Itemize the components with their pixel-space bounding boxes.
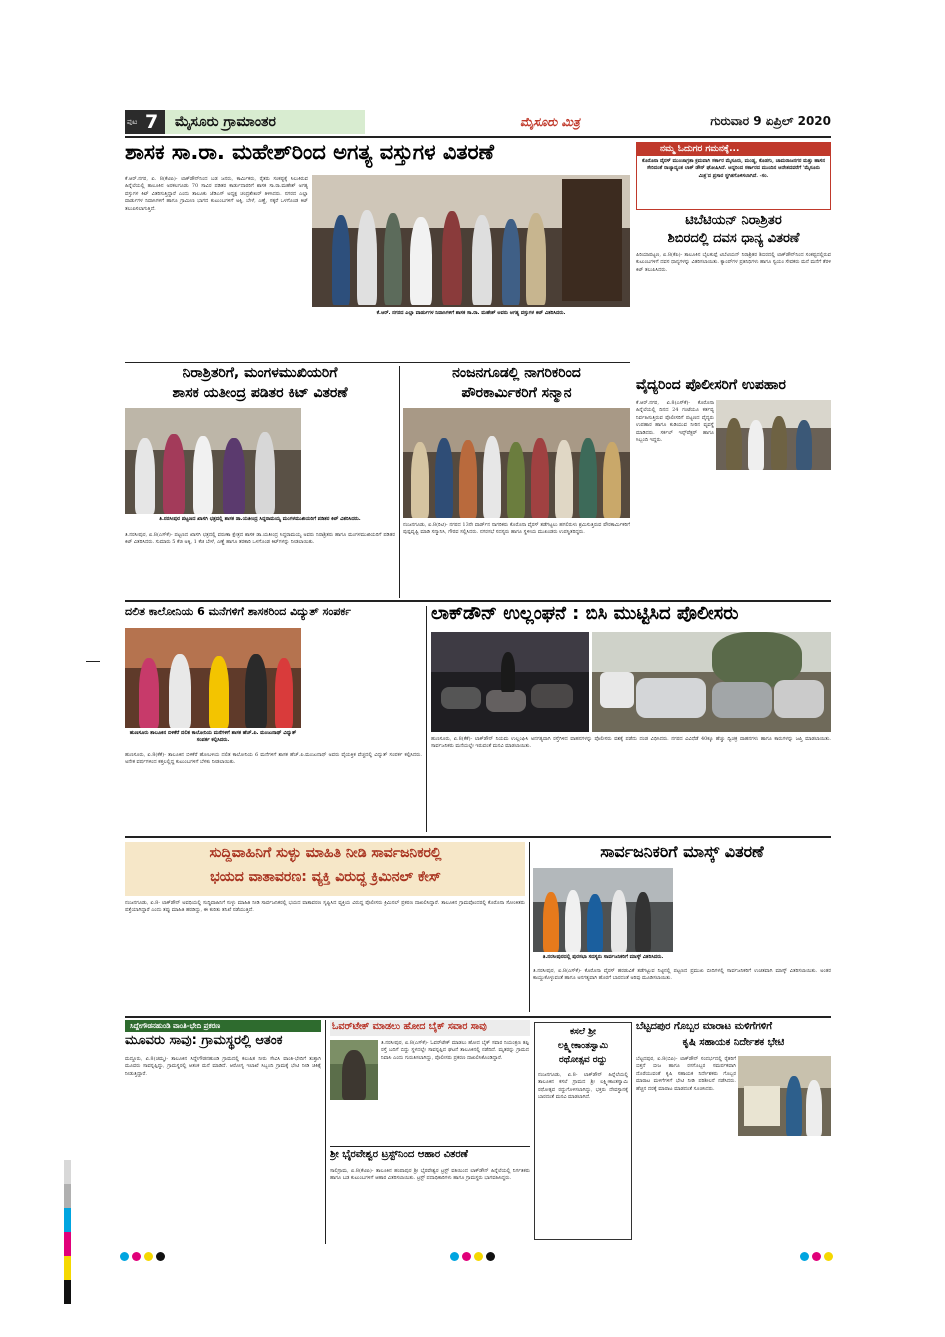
- article-headline: ವೈದ್ಯರಿಂದ ಪೊಲೀಸರಿಗೆ ಉಪಹಾರ: [636, 378, 786, 393]
- notice-text: ಕೊರೊನಾ ವೈರಸ್ ಮುಂಜಾಗ್ರತಾ ಕ್ರಮವಾಗಿ ಸರ್ಕಾರ ಮೈಸೂರು, ಮಂಡ್ಯ, ಕೊಡಗು, ಚಾಮರಾಜನಗರ ಮತ್ತು ಹಾಸನ ಸೇರಿದಂತೆ ರಾಜ್ಯಾದ್ಯಂತ ಲಾಕ್ ಡೌನ್ ಘೋಷಿಸಿದೆ. ಆದ್ದರಿಂದ ಸರ್ಕಾರದ ಮುಂದಿನ ಆದೇಶದವರೆಗೆ 'ಮೈಸೂರು ಮಿತ್ರ'ದ ಪ್ರಸಾರ ಸ್ಥಗಿತಗೊಳಿಸಲಾಗಿದೆ. -ಸಂ.: [642, 158, 825, 179]
- article-photo: [125, 408, 301, 514]
- article-body: [304, 628, 422, 728]
- article-headline: ಶಾಸಕ ಸಾ.ರಾ. ಮಹೇಶ್‌ರಿಂದ ಅಗತ್ಯ ವಸ್ತುಗಳ ವಿತರಣೆ: [125, 142, 494, 164]
- article-headline-line2: ಭಯದ ವಾತಾವರಣ: ವ್ಯಕ್ತಿ ವಿರುದ್ಧ ಕ್ರಿಮಿನಲ್ ಕೇಸ್: [210, 870, 441, 885]
- article-body: ಮದ್ದೂರು, ಏ.8(ಚಮ್ಮ)- ತಾಲೂಕಿನ ಸಿದ್ದೇಗೌಡನಹುಂಡಿ ಗ್ರಾಮದಲ್ಲಿ ಕಲುಷಿತ ನೀರು ಸೇವಿಸಿ ವಾಂತಿ-ಭೇದಿಗೆ ತುತ್ತಾಗಿ ಮೂವರು ಸಾವನ್ನಪ್ಪಿದ್ದು, ಗ್ರಾಮಸ್ಥರಲ್ಲಿ ಆತಂಕ ಮನೆ ಮಾಡಿದೆ. ಆರೋಗ್ಯ ಇಲಾಖೆ ಸಿಬ್ಬಂದಿ ಗ್ರಾಮಕ್ಕೆ ಭೇಟಿ ನೀಡಿ ಚಿಕಿತ್ಸೆ ನೀಡುತ್ತಿದ್ದಾರೆ.: [125, 1056, 321, 1077]
- column-divider: [399, 366, 400, 598]
- article-body: ಸಾಲಿಗ್ರಾಮ, ಏ.8(ಕೆಟಿಪಿ)- ತಾಲೂಕಿನ ಹಂಪಾಪುರ ಶ್ರೀ ಭೈರವೇಶ್ವರ ಟ್ರಸ್ಟ್ ವತಿಯಿಂದ ಲಾಕ್‌ಡೌನ್ ಹಿನ್ನೆಲೆಯಲ್ಲಿ ನಿರ್ಗತಿಕರು ಹಾಗೂ ಬಡ ಕುಟುಂಬಗಳಿಗೆ ಆಹಾರ ವಿತರಿಸಲಾಯಿತು. ಟ್ರಸ್ಟ್ ಪದಾಧಿಕಾರಿಗಳು ಹಾಗೂ ಗ್ರಾಮಸ್ಥರು ಭಾಗವಹಿಸಿದ್ದರು.: [330, 1168, 530, 1182]
- column-divider: [325, 1020, 326, 1244]
- article-body: ತಿ.ನರಸೀಪುರ, ಏ.8(ಎಸ್‌ಕೆ)- ಪಟ್ಟಣದ ಖಾಸಗಿ ಛತ್ರದಲ್ಲಿ ವರುಣಾ ಕ್ಷೇತ್ರದ ಶಾಸಕ ಡಾ.ಯತೀಂದ್ರ ಸಿದ್ದರಾಮಯ್ಯ ಅವರು ನಿರಾಶ್ರಿತರು ಹಾಗೂ ಮಂಗಳಮುಖಿಯರಿಗೆ ಪಡಿತರ ಕಿಟ್ ವಿತರಿಸಿದರು. ಸುಮಾರು 5 ಕೆಜಿ ಅಕ್ಕಿ, 1 ಕೆಜಿ ಬೇಳೆ, ಎಣ್ಣೆ ಹಾಗೂ ತರಕಾರಿ ಒಳಗೊಂಡ ಕಿಟ್‌ಗಳನ್ನು ನೀಡಲಾಯಿತು.: [125, 532, 395, 546]
- article-headline: ದಲಿತ ಕಾಲೋನಿಯ 6 ಮನೆಗಳಿಗೆ ಶಾಸಕರಿಂದ ವಿದ್ಯುತ್ ಸಂಪರ್ಕ: [125, 606, 351, 618]
- article-body: ಹುಣಸೂರು, ಏ.8(ಕೆಕೆ)- ಲಾಕ್‌ಡೌನ್ ನಿಯಮ ಉಲ್ಲಂಘಿಸಿ ಅನಗತ್ಯವಾಗಿ ರಸ್ತೆಗಿಳಿದ ವಾಹನಗಳನ್ನು ಪೊಲೀಸರು ವಶಕ್ಕೆ ಪಡೆದು ದಂಡ ವಿಧಿಸಿದರು. ನಗರದ ವಿವಿಧೆಡೆ 40ಕ್ಕೂ ಹೆಚ್ಚು ದ್ವಿಚಕ್ರ ವಾಹನಗಳು ಹಾಗೂ ಕಾರುಗಳನ್ನು ಜಪ್ತಿ ಮಾಡಲಾಯಿತು. ಸಾರ್ವಜನಿಕರು ಮನೆಯಲ್ಲೇ ಇರುವಂತೆ ಮನವಿ ಮಾಡಲಾಯಿತು.: [431, 736, 831, 750]
- article-headline-line3: ರಥೋತ್ಸವ ರದ್ದು: [558, 1056, 608, 1065]
- article-kicker: ಸಿದ್ದೇಗೌಡನಹುಂಡಿ ವಾಂತಿ-ಭೇದಿ ಪ್ರಕರಣ: [130, 1022, 221, 1030]
- article-body-cont: [312, 328, 630, 358]
- article-photo: [431, 632, 589, 732]
- issue-date: ಗುರುವಾರ 9 ಏಪ್ರಿಲ್ 2020: [710, 114, 831, 128]
- notice-title: ನಮ್ಮ ಓದುಗರ ಗಮನಕ್ಕೆ...: [660, 144, 740, 154]
- article-headline-line2: ಪೌರಕಾರ್ಮಿಕರಿಗೆ ಸನ್ಮಾನ: [461, 386, 572, 401]
- article-photo: [533, 868, 673, 952]
- registration-mark: [486, 1252, 495, 1261]
- registration-mark: [824, 1252, 833, 1261]
- registration-mark: [812, 1252, 821, 1261]
- article-photo: [330, 1040, 378, 1100]
- section-rule: [125, 1016, 831, 1018]
- color-bar: [64, 1256, 71, 1280]
- registration-mark: [800, 1252, 809, 1261]
- article-body: ತಿ.ನರಸೀಪುರ, ಏ.8(ಎಸ್‌ಕೆ)- ಕೊರೊನಾ ವೈರಸ್ ಹರಡುವಿಕೆ ತಡೆಗಟ್ಟುವ ನಿಟ್ಟಿನಲ್ಲಿ ಪಟ್ಟಣದ ಪ್ರಮುಖ ಬೀದಿಗಳಲ್ಲಿ ಸಾರ್ವಜನಿಕರಿಗೆ ಉಚಿತವಾಗಿ ಮಾಸ್ಕ್ ವಿತರಿಸಲಾಯಿತು. ಅಂತರ ಕಾಯ್ದುಕೊಳ್ಳುವಂತೆ ಹಾಗೂ ಅನಗತ್ಯವಾಗಿ ಹೊರಗೆ ಬಾರದಂತೆ ಅರಿವು ಮೂಡಿಸಲಾಯಿತು.: [533, 968, 831, 982]
- section-rule: [125, 836, 831, 838]
- column-divider: [426, 606, 427, 832]
- article-headline-line2: ಶಿಬಿರದಲ್ಲಿ ದವಸ ಧಾನ್ಯ ವಿತರಣೆ: [667, 232, 800, 246]
- article-body: ಹುಣಸೂರು, ಏ.8(ಕೆಕೆ)- ತಾಲೂಕಿನ ಬಿಳಿಕೆರೆ ಹೋಬಳಿಯ ದಲಿತ ಕಾಲೋನಿಯ 6 ಮನೆಗಳಿಗೆ ಶಾಸಕ ಹೆಚ್.ಪಿ.ಮಂಜುನಾಥ್ ಅವರು ವೈಯಕ್ತಿಕ ವೆಚ್ಚದಲ್ಲಿ ವಿದ್ಯುತ್ ಸಂಪರ್ಕ ಕಲ್ಪಿಸಿದರು. ಅನೇಕ ವರ್ಷಗಳಿಂದ ಕತ್ತಲಲ್ಲಿದ್ದ ಕುಟುಂಬಗಳಿಗೆ ಬೆಳಕು ನೀಡಲಾಯಿತು.: [125, 752, 422, 766]
- registration-mark: [120, 1252, 129, 1261]
- article-headline: ಸುದ್ದಿವಾಹಿನಿಗೆ ಸುಳ್ಳು ಮಾಹಿತಿ ನೀಡಿ ಸಾರ್ವಜನಿಕರಲ್ಲಿ: [209, 846, 442, 861]
- article-photo: [125, 628, 301, 728]
- page-number: 7: [145, 111, 159, 133]
- article-photo: [738, 1056, 831, 1136]
- article-body: ನಂಜನಗೂಡು, ಏ.8- ಲಾಕ್‌ಡೌನ್ ಅವಧಿಯಲ್ಲಿ ಸುದ್ದಿವಾಹಿನಿಗೆ ಸುಳ್ಳು ಮಾಹಿತಿ ನೀಡಿ ಸಾರ್ವಜನಿಕರಲ್ಲಿ ಭಯದ ವಾತಾವರಣ ಸೃಷ್ಟಿಸಿದ ವ್ಯಕ್ತಿಯ ವಿರುದ್ಧ ಪೊಲೀಸರು ಕ್ರಿಮಿನಲ್ ಪ್ರಕರಣ ದಾಖಲಿಸಿದ್ದಾರೆ. ತಾಲೂಕಿನ ಗ್ರಾಮವೊಂದರಲ್ಲಿ ಕೊರೊನಾ ಸೋಂಕಿತರು ಪತ್ತೆಯಾಗಿದ್ದಾರೆ ಎಂದು ತಪ್ಪು ಮಾಹಿತಿ ಹರಡಿದ್ದು, ಈ ಕುರಿತು ತನಿಖೆ ನಡೆಯುತ್ತಿದೆ.: [125, 900, 525, 914]
- section-rule: [125, 600, 831, 602]
- photo-caption: ಕೆ.ಆರ್. ನಗರದ ಎಲ್ಲಾ ವಾರ್ಡುಗಳ ನಿವಾಸಿಗಳಿಗೆ ಶಾಸಕ ಸಾ.ರಾ. ಮಹೇಶ್ ಅವರು ಅಗತ್ಯ ವಸ್ತುಗಳ ಕಿಟ್ ವಿತರಿಸಿದರು.: [376, 310, 566, 316]
- photo-caption: ಹುಣಸೂರು ತಾಲೂಕಿನ ಬಿಳಿಕೆರೆ ದಲಿತ ಕಾಲೋನಿಯ ಮನೆಗಳಿಗೆ ಶಾಸಕ ಹೆಚ್.ಪಿ. ಮಂಜುನಾಥ್ ವಿದ್ಯುತ್ ಸಂಪರ್ಕ ಕಲ್ಪಿಸಿದರು.: [129, 730, 297, 743]
- article-headline: ನಿರಾಶ್ರಿತರಿಗೆ, ಮಂಗಳಮುಖಿಯರಿಗೆ: [182, 366, 338, 381]
- article-photo: [312, 175, 630, 307]
- article-headline-line2: ಲಕ್ಷ್ಮೀಕಾಂತಸ್ವಾಮಿ: [557, 1042, 609, 1051]
- article-headline: ಬೆಟ್ಟದಪುರ ಗೊಬ್ಬರ ಮಾರಾಟ ಮಳಿಗೆಗಳಿಗೆ: [636, 1022, 773, 1032]
- color-bar: [64, 1208, 71, 1232]
- column-divider: [125, 362, 630, 363]
- article-body: [304, 408, 395, 514]
- color-bar: [64, 1160, 71, 1184]
- article-headline: ಮೂವರು ಸಾವು: ಗ್ರಾಮಸ್ಥರಲ್ಲಿ ಆತಂಕ: [125, 1034, 283, 1048]
- article-body: ತಿ.ನರಸೀಪುರ, ಏ.8(ಎಸ್‌ಕೆ)- ಓವರ್‌ಟೇಕ್ ಮಾಡಲು ಹೋದ ಬೈಕ್ ಸವಾರ ನಿಯಂತ್ರಣ ತಪ್ಪಿ ರಸ್ತೆ ಬದಿಗೆ ಬಿದ್ದು ಸ್ಥಳದಲ್ಲೇ ಸಾವನ್ನಪ್ಪಿದ ಘಟನೆ ತಾಲೂಕಿನಲ್ಲಿ ನಡೆದಿದೆ. ಮೃತರನ್ನು ಗ್ರಾಮದ ನಿವಾಸಿ ಎಂದು ಗುರುತಿಸಲಾಗಿದ್ದು, ಪೊಲೀಸರು ಪ್ರಕರಣ ದಾಖಲಿಸಿಕೊಂಡಿದ್ದಾರೆ.: [381, 1040, 529, 1061]
- article-photo: [716, 400, 831, 470]
- masthead-rule: [125, 136, 831, 138]
- section-title: ಮೈಸೂರು ಗ್ರಾಮಾಂತರ: [175, 114, 276, 130]
- photo-caption: ತಿ.ನರಸೀಪುರ ಪಟ್ಟಣದ ಖಾಸಗಿ ಛತ್ರದಲ್ಲಿ ಶಾಸಕ ಡಾ.ಯತೀಂದ್ರ ಸಿದ್ದರಾಮಯ್ಯ ಮಂಗಳಮುಖಿಯರಿಗೆ ಪಡಿತರ ಕಿಟ್ ವಿತರಿಸಿದರು.: [159, 516, 361, 522]
- registration-mark: [144, 1252, 153, 1261]
- registration-mark: [450, 1252, 459, 1261]
- color-bar: [64, 1232, 71, 1256]
- article-body: ಬೆಟ್ಟದಪುರ, ಏ.8(ಬಿಪಿ)- ಲಾಕ್‌ಡೌನ್ ಸಂದರ್ಭದಲ್ಲಿ ರೈತರಿಗೆ ಬಿತ್ತನೆ ಬೀಜ ಹಾಗೂ ರಸಗೊಬ್ಬರ ಸಮರ್ಪಕವಾಗಿ ದೊರೆಯುವಂತೆ ಕೃಷಿ ಸಹಾಯಕ ನಿರ್ದೇಶಕರು ಗೊಬ್ಬರ ಮಾರಾಟ ಮಳಿಗೆಗಳಿಗೆ ಭೇಟಿ ನೀಡಿ ಪರಿಶೀಲನೆ ನಡೆಸಿದರು. ಹೆಚ್ಚಿನ ದರಕ್ಕೆ ಮಾರಾಟ ಮಾಡದಂತೆ ಸೂಚಿಸಿದರು.: [636, 1056, 736, 1092]
- color-bar: [64, 1280, 71, 1304]
- article-headline: ಓವರ್‌ಟೇಕ್ ಮಾಡಲು ಹೋದ ಬೈಕ್ ಸವಾರ ಸಾವು: [332, 1022, 487, 1032]
- article-headline: ಸಾರ್ವಜನಿಕರಿಗೆ ಮಾಸ್ಕ್ ವಿತರಣೆ: [600, 844, 764, 861]
- article-photo: [403, 408, 630, 518]
- article-body: ನಂಜನಗೂಡು, ಏ.8- ಲಾಕ್‌ಡೌನ್ ಹಿನ್ನೆಲೆಯಲ್ಲಿ ತಾಲೂಕಿನ ಕಸಲೆ ಗ್ರಾಮದ ಶ್ರೀ ಲಕ್ಷ್ಮೀಕಾಂತಸ್ವಾಮಿ ರಥೋತ್ಸವ ರದ್ದುಗೊಳಿಸಲಾಗಿದ್ದು, ಭಕ್ತರು ದೇವಸ್ಥಾನಕ್ಕೆ ಬಾರದಂತೆ ಮನವಿ ಮಾಡಲಾಗಿದೆ.: [538, 1072, 628, 1101]
- article-photo: [592, 632, 831, 732]
- registration-mark: [156, 1252, 165, 1261]
- masthead-bar: [125, 110, 831, 134]
- column-divider: [330, 1146, 530, 1147]
- column-divider: [529, 842, 530, 1012]
- registration-mark: [474, 1252, 483, 1261]
- article-body: ನಂಜನಗೂಡು, ಏ.8(ರಿಟಿ)- ನಗರದ 13ನೇ ವಾರ್ಡ್‌ನ ನಾಗರಿಕರು ಕೊರೊನಾ ವೈರಸ್ ತಡೆಗಟ್ಟಲು ಹಗಲಿರುಳು ಶ್ರಮಿಸುತ್ತಿರುವ ಪೌರಕಾರ್ಮಿಕರಿಗೆ ಪುಷ್ಪವೃಷ್ಟಿ ಮಾಡಿ ಸನ್ಮಾನಿಸಿ, ಗೌರವ ಸಲ್ಲಿಸಿದರು. ನಗರಸಭೆ ಸದಸ್ಯರು ಹಾಗೂ ಸ್ಥಳೀಯ ಮುಖಂಡರು ಉಪಸ್ಥಿತರಿದ್ದರು.: [403, 522, 630, 536]
- article-body: ಕೆ.ಆರ್.ನಗರ, ಏ.8(ಎಸ್‌ಕೆ)- ಕೊರೊನಾ ಹಿನ್ನೆಲೆಯಲ್ಲಿ ದಿನದ 24 ಗಂಟೆಯೂ ಕರ್ತವ್ಯ ನಿರ್ವಹಿಸುತ್ತಿರುವ ಪೊಲೀಸರಿಗೆ ಪಟ್ಟಣದ ವೈದ್ಯರು ಉಪಹಾರ ಹಾಗೂ ಕುಡಿಯುವ ನೀರಿನ ವ್ಯವಸ್ಥೆ ಮಾಡಿದರು. ಸರ್ಕಲ್ ಇನ್ಸ್‌ಪೆಕ್ಟರ್ ಹಾಗೂ ಸಿಬ್ಬಂದಿ ಇದ್ದರು.: [636, 400, 714, 444]
- article-body: ಪಿರಿಯಾಪಟ್ಟಣ, ಏ.8(ಕೆಪಿ)- ತಾಲೂಕಿನ ಬೈಲಕುಪ್ಪೆ ಟಿಬೆಟಿಯನ್ ನಿರಾಶ್ರಿತರ ಶಿಬಿರದಲ್ಲಿ ಲಾಕ್‌ಡೌನ್‌ನಿಂದ ಸಂಕಷ್ಟದಲ್ಲಿರುವ ಕುಟುಂಬಗಳಿಗೆ ದವಸ ಧಾನ್ಯಗಳನ್ನು ವಿತರಿಸಲಾಯಿತು. ಕ್ಯಾಂಪ್‌ಗಳ ಪ್ರತಿನಿಧಿಗಳು ಹಾಗೂ ಸ್ವಯಂ ಸೇವಕರು ಮನೆ ಮನೆಗೆ ತೆರಳಿ ಕಿಟ್ ತಲುಪಿಸಿದರು.: [636, 252, 831, 273]
- article-headline: ನಂಜನಗೂಡಲ್ಲಿ ನಾಗರಿಕರಿಂದ: [452, 366, 581, 381]
- article-headline-line2: ಕೃಷಿ ಸಹಾಯಕ ನಿರ್ದೇಶಕ ಭೇಟಿ: [682, 1038, 785, 1048]
- paper-name: ಮೈಸೂರು ಮಿತ್ರ: [520, 115, 580, 129]
- article-headline: ಟಿಬೆಟಿಯನ್ ನಿರಾಶ್ರಿತರ: [685, 214, 782, 228]
- registration-mark: [132, 1252, 141, 1261]
- article-body-cont: [636, 472, 831, 530]
- fold-mark: [86, 661, 100, 662]
- article-headline: ಶ್ರೀ ಭೈರವೇಶ್ವರ ಟ್ರಸ್ಟ್‌ನಿಂದ ಆಹಾರ ವಿತರಣೆ: [330, 1150, 468, 1160]
- registration-mark: [462, 1252, 471, 1261]
- article-body: [676, 868, 831, 952]
- article-headline-line2: ಶಾಸಕ ಯತೀಂದ್ರ ಪಡಿತರ ಕಿಟ್ ವಿತರಣೆ: [172, 386, 348, 401]
- color-bar: [64, 1184, 71, 1208]
- page-label: ಪುಟ: [127, 118, 138, 126]
- article-headline: ಲಾಕ್‌ಡೌನ್ ಉಲ್ಲಂಘನೆ : ಬಿಸಿ ಮುಟ್ಟಿಸಿದ ಪೊಲೀಸರು: [431, 605, 739, 624]
- photo-caption: ತಿ.ನರಸೀಪುರದಲ್ಲಿ ಪುರಸಭಾ ಸದಸ್ಯರು ಸಾರ್ವಜನಿಕರಿಗೆ ಮಾಸ್ಕ್ ವಿತರಿಸಿದರು.: [542, 954, 664, 960]
- article-body: ಕೆ.ಆರ್.ನಗರ, ಏ. 8(ಕೆಟಿಪಿ)- ಲಾಕ್‌ಡೌನ್‌ನಿಂದ ಬಡ ಜನರು, ಕಾರ್ಮಿಕರು, ರೈತರು ಸಂಕಷ್ಟಕ್ಕೆ ಸಿಲುಕಿರುವ ಹಿನ್ನೆಲೆಯಲ್ಲಿ ತಾಲೂಕಿನ ಅರಕಲಗೂಡು 70 ಸಾವಿರ ಪಡಿತರ ಕಾರ್ಡುದಾರರಿಗೆ ಶಾಸಕ ಸಾ.ರಾ.ಮಹೇಶ್ ಅಗತ್ಯ ವಸ್ತುಗಳ ಕಿಟ್ ವಿತರಿಸುತ್ತಿದ್ದಾರೆ ಎಂದು ತಾಲೂಕು ಜೆಡಿಎಸ್ ಅಧ್ಯಕ್ಷ ಚಂದ್ರಶೇಖರ್ ತಿಳಿಸಿದರು. ನಗರದ ಎಲ್ಲಾ ವಾರ್ಡುಗಳ ನಿವಾಸಿಗಳಿಗೆ ಹಾಗೂ ಗ್ರಾಮೀಣ ಭಾಗದ ಕುಟುಂಬಗಳಿಗೆ ಅಕ್ಕಿ, ಬೇಳೆ, ಎಣ್ಣೆ, ಸಕ್ಕರೆ ಒಳಗೊಂಡ ಕಿಟ್ ತಲುಪಿಸಲಾಗುತ್ತಿದೆ.: [125, 176, 308, 212]
- article-body-cont: [636, 1140, 831, 1240]
- article-headline: ಕಸಲೆ ಶ್ರೀ: [569, 1028, 597, 1037]
